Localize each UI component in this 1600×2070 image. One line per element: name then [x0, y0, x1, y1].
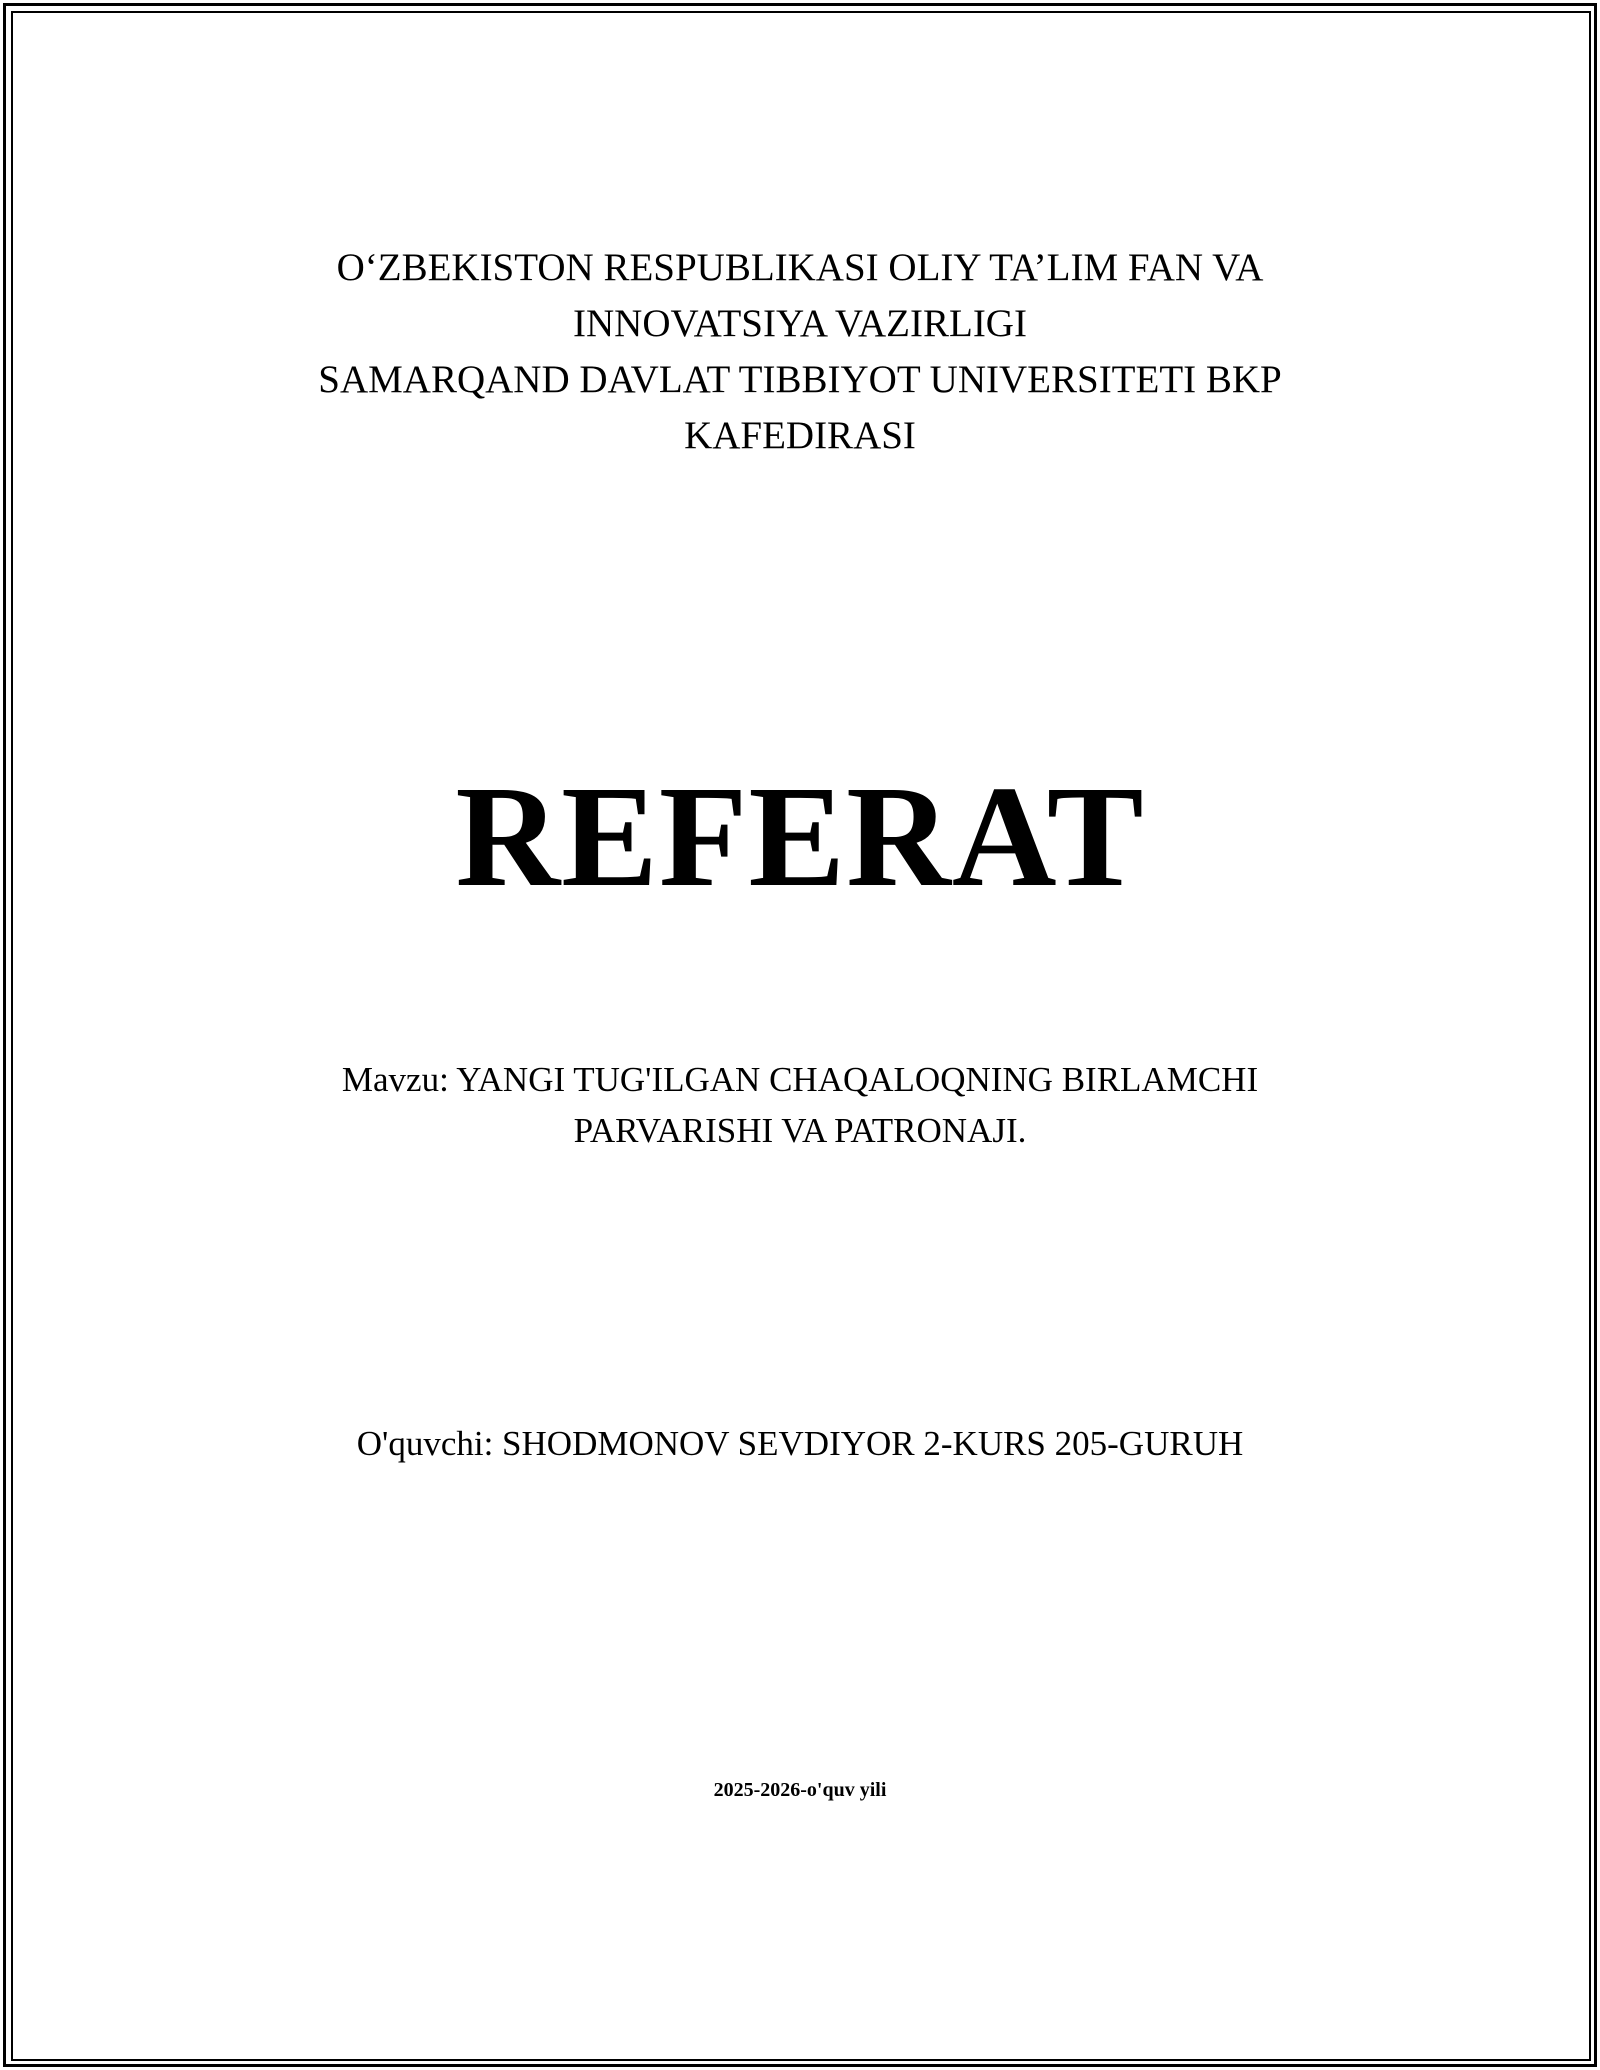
document-title: REFERAT: [455, 757, 1145, 917]
topic-line: Mavzu: YANGI TUG'ILGAN CHAQALOQNING BIRLAMCHI: [341, 1060, 1259, 1099]
topic-line: PARVARISHI VA PATRONAJI.: [573, 1111, 1027, 1150]
institution-header: [0, 240, 1600, 464]
topic: [0, 1054, 1600, 1156]
header-line: SAMARQAND DAVLAT TIBBIYOT UNIVERSITETI BKP: [318, 358, 1282, 401]
header-line: INNOVATSIYA VAZIRLIGI: [573, 302, 1027, 345]
header-line: O‘ZBEKISTON RESPUBLIKASI OLIY TA’LIM FAN VA: [336, 246, 1264, 289]
academic-year: 2025-2026-o'quv yili: [713, 1779, 887, 1801]
header-line: KAFEDIRASI: [684, 414, 916, 457]
student-info: O'quvchi: SHODMONOV SEVDIYOR 2-KURS 205-GURUH: [356, 1424, 1244, 1463]
